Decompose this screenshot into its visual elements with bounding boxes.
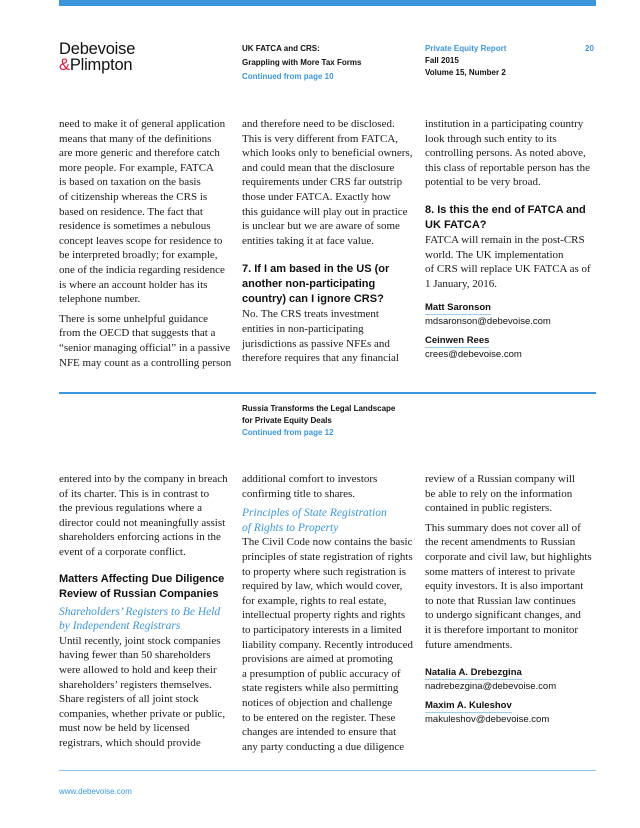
text-line: by Independent Registrars (59, 620, 181, 633)
text-line: contained in public registers. (425, 502, 553, 515)
text-line: additional comfort to investors (242, 473, 378, 485)
paragraph (59, 312, 244, 370)
text-line: another non-participating (242, 278, 376, 291)
author-email[interactable]: mdsaronson@debevoise.com (425, 316, 551, 328)
article1-column-3 (425, 117, 610, 366)
paragraph (242, 472, 427, 501)
text-line: confirming title to shares. (242, 487, 356, 500)
text-line: “senior managing official” in a passive (59, 341, 231, 354)
text-line: any party conducting a due diligence (242, 740, 405, 753)
text-line: provisions are aimed at promoting (242, 653, 393, 666)
paragraph (59, 634, 244, 751)
text-line: is based on taxation on the basis (59, 176, 201, 189)
text-line: to undergo significant changes, and (425, 609, 581, 622)
author-block (425, 665, 610, 727)
paragraph (59, 117, 244, 307)
text-line: and therefore need to be disclosed. (242, 118, 395, 130)
text-line: be interpreted broadly; for example, (59, 249, 218, 262)
text-line: notices of objection and challenge (242, 696, 393, 709)
issue: Fall 2015 (425, 56, 459, 65)
paragraph (242, 535, 427, 754)
text-line: those under FATCA. Exactly how (242, 190, 391, 203)
text-line: requirements under CRS far outstrip (242, 176, 403, 189)
text-line: this class of reportable person has the (425, 161, 590, 174)
text-line: event of a corporate conflict. (59, 545, 186, 558)
text-line: the recent amendments to Russian (425, 536, 576, 549)
logo-line-1: Debevoise (59, 40, 136, 58)
text-line: shareholders’ registers themselves. (59, 678, 212, 691)
text-line: to participatory interests in a limited (242, 623, 402, 636)
text-line: director could not meaningfully assist (59, 516, 226, 529)
article1-column-1 (59, 117, 244, 375)
continued-link[interactable]: Continued from page 12 (242, 428, 334, 437)
text-line: be able to rely on the information (425, 487, 573, 500)
article-header (242, 43, 361, 83)
text-line: look through such entity to its (425, 132, 557, 145)
text-line: of Rights to Property (242, 521, 339, 534)
paragraph (425, 472, 610, 516)
text-line: of citizenship whereas the CRS is (59, 190, 208, 203)
text-line: changes are intended to ensure that (242, 726, 397, 739)
text-line: corporate and civil law, but highlights (425, 550, 592, 563)
author-name[interactable]: Matt Saronson (425, 302, 491, 314)
website-link[interactable]: www.debevoise.com (59, 787, 132, 796)
author-email[interactable]: makuleshov@debevoise.com (425, 714, 550, 726)
text-line: of its charter. This is in contrast to (59, 487, 210, 500)
article2-column-2 (242, 472, 427, 759)
text-line: is where an account holder has its (59, 278, 208, 291)
text-line: state registers while also permitting (242, 682, 399, 695)
text-line: are more generic and therefore catch (59, 147, 220, 160)
text-line: means that many of the definitions (59, 132, 212, 145)
text-line: UK FATCA? (425, 218, 487, 231)
page-number: 20 (585, 44, 594, 53)
text-line: Matters Affecting Due Diligence (59, 572, 225, 585)
text-line: Principles of State Registration (242, 507, 387, 520)
publication-name: Private Equity Report (425, 44, 507, 53)
paragraph (425, 233, 610, 291)
text-line: Share registers of all joint stock (59, 693, 199, 706)
article-title-line-2: for Private Equity Deals (242, 416, 332, 425)
author-email[interactable]: nadrebezgina@debevoise.com (425, 681, 557, 693)
text-line: entities in non-participating (242, 322, 364, 335)
text-line: world. The UK implementation (425, 248, 564, 261)
text-line: based on residence. The fact that (59, 205, 203, 218)
paragraph (242, 117, 427, 248)
author-name[interactable]: Maxim A. Kuleshov (425, 700, 512, 712)
article-subtitle: Grappling with More Tax Forms (242, 58, 362, 67)
text-line: from the OECD that suggests that a (59, 327, 216, 340)
text-line: There is some unhelpful guidance (59, 312, 209, 325)
text-line: must now be held by licensed (59, 722, 190, 735)
subheading (242, 506, 427, 535)
article1-column-2 (242, 117, 427, 371)
section-heading-q8 (425, 203, 610, 233)
text-line: This summary does not cover all of (425, 521, 581, 534)
text-line: review of a Russian company will (425, 473, 575, 485)
logo-ampersand: & (59, 56, 70, 74)
article2-header (242, 403, 395, 439)
text-line: country) can I ignore CRS? (242, 293, 384, 306)
author-name[interactable]: Natalia A. Drebezgina (425, 667, 522, 679)
article-title: UK FATCA and CRS: (242, 44, 320, 53)
author-email[interactable]: crees@debevoise.com (425, 349, 522, 361)
text-line: having fewer than 50 shareholders (59, 649, 211, 662)
section-heading-q7 (242, 262, 427, 307)
text-line: This is very different from FATCA, (242, 132, 399, 145)
text-line: shareholders enforcing actions in the (59, 531, 221, 544)
text-line: a presumption of public accuracy of (242, 667, 401, 680)
text-line: FATCA will remain in the post-CRS (425, 233, 585, 246)
text-line: Shareholders’ Registers to Be Held (59, 605, 221, 618)
text-line: which looks only to beneficial owners, (242, 147, 413, 160)
paragraph (242, 307, 427, 365)
text-line: were allowed to hold and keep their (59, 663, 217, 676)
author-block (425, 300, 610, 362)
text-line: equity investors. It is also important (425, 580, 584, 593)
text-line: of CRS will replace UK FATCA as of (425, 263, 591, 276)
text-line: some matters of interest to private (425, 565, 575, 578)
text-line: NFE may count as a controlling person (59, 356, 232, 369)
text-line: 8. Is this the end of FATCA and (425, 203, 586, 216)
text-line: to be entered on the register. These (242, 711, 396, 724)
text-line: entities taking it at face value. (242, 234, 374, 247)
continued-link[interactable]: Continued from page 10 (242, 72, 334, 81)
text-line: the previous regulations where a (59, 502, 202, 515)
text-line: one of the indicia regarding residence (59, 263, 225, 276)
text-line: residence is sometimes a nebulous (59, 220, 211, 233)
text-line: more people. For example, FATCA (59, 161, 214, 174)
article2-column-1 (59, 472, 244, 756)
text-line: Until recently, joint stock companies (59, 634, 221, 647)
paragraph (425, 117, 610, 190)
text-line: controlling persons. As noted above, (425, 147, 586, 160)
article-title: Russia Transforms the Legal Landscape (242, 404, 396, 413)
text-line: potential to be very broad. (425, 176, 541, 189)
article2-column-3 (425, 472, 610, 731)
text-line: is unclear but we are aware of some (242, 220, 400, 233)
text-line: No. The CRS treats investment (242, 308, 379, 321)
text-line: and could mean that the disclosure (242, 161, 395, 174)
text-line: concept leaves scope for residence to (59, 234, 223, 247)
text-line: this guidance will play out in practice (242, 205, 408, 218)
text-line: need to make it of general application (59, 118, 226, 130)
text-line: companies, whether private or public, (59, 707, 226, 720)
author-name[interactable]: Ceinwen Rees (425, 335, 490, 347)
volume: Volume 15, Number 2 (425, 68, 506, 77)
text-line: therefore requires that any financial (242, 352, 399, 365)
text-line: telephone number. (59, 293, 141, 306)
text-line: intellectual property rights and rights (242, 609, 406, 622)
text-line: it is therefore important to monitor (425, 623, 579, 636)
text-line: jurisdictions as passive NFEs and (242, 337, 390, 350)
section-heading (59, 572, 244, 602)
text-line: The Civil Code now contains the basic (242, 536, 413, 549)
logo-line-2: Plimpton (69, 56, 133, 74)
text-line: to property where such registration is (242, 565, 407, 578)
text-line: registrars, which should provide (59, 736, 201, 749)
top-accent-bar (59, 0, 596, 6)
text-line: liability company. Recently introduced (242, 638, 413, 651)
section-divider (59, 392, 596, 394)
text-line: entered into by the company in breach (59, 473, 228, 485)
paragraph (59, 472, 244, 560)
text-line: for example, rights to real estate, (242, 594, 387, 607)
paragraph (425, 521, 610, 652)
text-line: institution in a participating country (425, 118, 584, 130)
text-line: 1 January, 2016. (425, 277, 497, 290)
text-line: Review of Russian Companies (59, 587, 219, 600)
text-line: 7. If I am based in the US (or (242, 263, 390, 276)
footer-divider (59, 770, 596, 771)
text-line: principles of state registration of rights (242, 550, 413, 563)
text-line: to note that Russian law continues (425, 594, 576, 607)
text-line: future amendments. (425, 638, 513, 651)
subheading (59, 605, 244, 634)
text-line: required by law, which would cover, (242, 580, 403, 593)
publication-info (425, 43, 506, 79)
logo (59, 41, 135, 73)
